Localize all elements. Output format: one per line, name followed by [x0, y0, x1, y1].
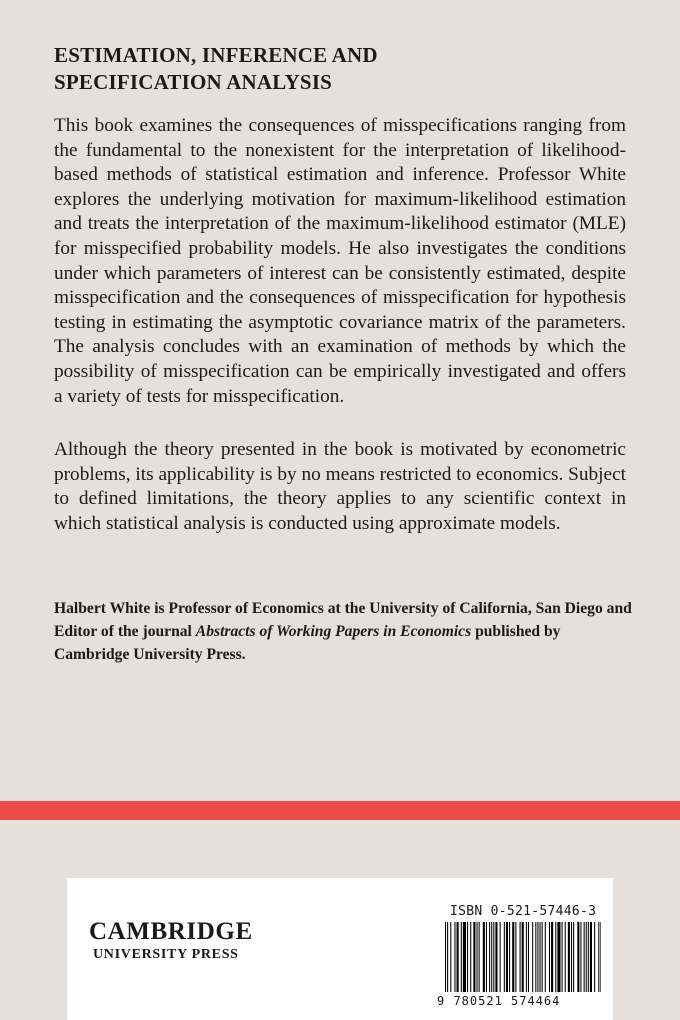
barcode-bar — [584, 922, 585, 992]
barcode-bar — [600, 922, 601, 992]
barcode-bar — [489, 922, 490, 992]
barcode-bar — [493, 922, 494, 992]
barcode-bar — [590, 922, 592, 992]
barcode-bar — [470, 922, 471, 992]
barcode-bar — [463, 922, 466, 992]
barcode-bar — [565, 922, 566, 992]
book-title — [54, 42, 614, 96]
barcode-bar — [549, 922, 550, 992]
barcode-bar — [562, 922, 563, 992]
barcode-bar — [586, 922, 587, 992]
author-bio — [54, 597, 632, 666]
isbn-text: ISBN 0-521-57446-3 — [450, 904, 597, 919]
journal-title: Abstracts of Working Papers in Economics — [195, 623, 472, 640]
author-name: Halbert White — [54, 600, 151, 617]
publisher-logo — [89, 918, 289, 964]
publisher-subtitle: UNIVERSITY PRESS — [93, 947, 239, 962]
barcode-bar — [551, 922, 553, 992]
barcode-bar — [571, 922, 572, 992]
author-bio-text-2: published by Cambridge University Press. — [54, 623, 561, 663]
barcode-bar — [479, 922, 480, 992]
barcode-bar — [598, 922, 599, 992]
barcode-bar — [594, 922, 595, 992]
barcode-digits: 9 780521 574464 — [437, 994, 561, 1008]
barcode-bar — [454, 922, 455, 992]
barcode-bar — [568, 922, 570, 992]
barcode-bar — [447, 922, 448, 992]
barcode-bar — [504, 922, 505, 992]
barcode-bar — [467, 922, 468, 992]
publisher-name: CAMBRIDGE — [89, 918, 253, 945]
barcode-bar — [461, 922, 462, 992]
barcode-bar — [500, 922, 501, 992]
barcode-bar — [486, 922, 487, 992]
barcode-bar — [542, 922, 543, 992]
author-bio-text-1: is Professor of Economics at the University of California, San Diego and Editor of the journal — [54, 600, 632, 640]
barcode-bar — [477, 922, 478, 992]
barcode-bar — [445, 922, 446, 992]
publisher-label-box — [67, 878, 613, 1020]
barcode-bar — [483, 922, 485, 992]
red-band — [0, 801, 680, 820]
title-line-1: ESTIMATION, INFERENCE AND — [54, 43, 378, 67]
barcode — [445, 922, 601, 992]
barcode-bar — [528, 922, 529, 992]
barcode-bar — [535, 922, 536, 992]
description-paragraph-1: This book examines the consequences of misspecifications ranging from the fundamental to the nonexistent for the interpretation of likelihood-based methods of statistical estimation and inference. Professor White explores the underlying motivation for maximum-likelihood estimation and treats the interpretation of the maximum-likelihood estimator (MLE) for misspecified probability models. He also investigates the conditions under which parameters of interest can be consistently estimated, despite misspecification and the consequences of misspecification for hypothesis testing in estimating the asymptotic covariance matrix of the parameters. The analysis concludes with an examination of methods by which the possibility of misspecification can be empirically investigated and offers a variety of tests for misspecification. — [54, 115, 626, 407]
barcode-bar — [515, 922, 516, 992]
barcode-bar — [450, 922, 451, 992]
barcode-bar — [557, 922, 560, 992]
barcode-bar — [577, 922, 579, 992]
barcode-bar — [520, 922, 521, 992]
barcode-bar — [495, 922, 497, 992]
barcode-bar — [522, 922, 524, 992]
barcode-bar — [588, 922, 589, 992]
barcode-bar — [532, 922, 533, 992]
barcode-bar — [457, 922, 459, 992]
barcode-bar — [512, 922, 514, 992]
barcode-bar — [509, 922, 510, 992]
barcode-bar — [545, 922, 546, 992]
title-line-2: SPECIFICATION ANALYSIS — [54, 70, 333, 94]
barcode-bar — [580, 922, 581, 992]
barcode-bar — [506, 922, 508, 992]
description-paragraph-2: Although the theory presented in the book is motivated by econometric problems, its applicability is by no means restricted to economics. Subject to defined limitations, the theory applies to any scientific context in which statistical analysis is conducted using approximate models. — [54, 439, 626, 534]
barcode-bar — [573, 922, 574, 992]
barcode-bar — [537, 922, 538, 992]
barcode-bar — [526, 922, 527, 992]
barcode-bar — [473, 922, 475, 992]
barcode-bar — [555, 922, 556, 992]
barcode-bar — [491, 922, 492, 992]
barcode-bar — [540, 922, 541, 992]
